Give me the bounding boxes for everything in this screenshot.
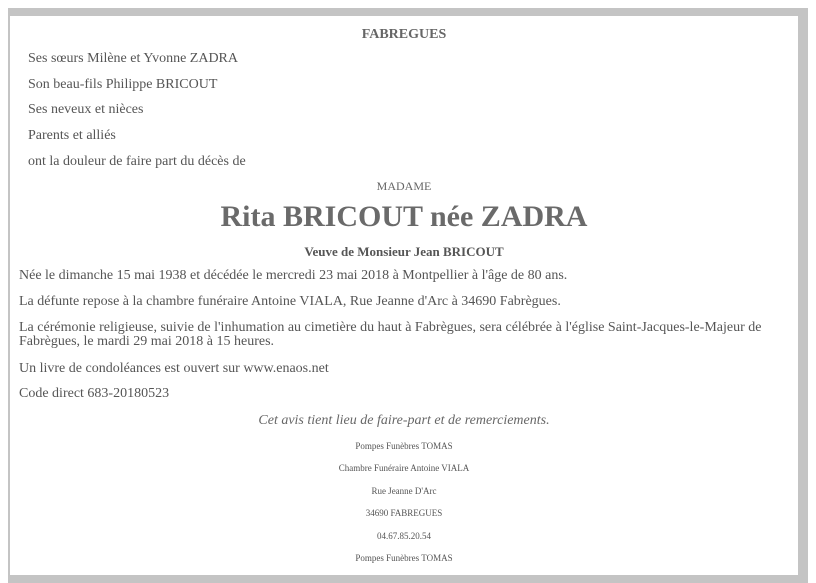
deceased-title: MADAME xyxy=(376,179,432,193)
detail-birth-death: Née le dimanche 15 mai 1938 et décédée le mercredi 23 mai 2018 à Montpellier à l'âge de 80 ans. xyxy=(19,268,568,283)
deceased-subtitle: Veuve de Monsieur Jean BRICOUT xyxy=(304,244,504,259)
funeral-home-line: 34690 FABREGUES xyxy=(365,508,443,518)
family-line: Ses sœurs Milène et Yvonne ZADRA xyxy=(28,51,238,66)
notice-town-header: FABREGUES xyxy=(361,27,447,42)
closing-note: Cet avis tient lieu de faire-part et de remerciements. xyxy=(258,413,550,428)
deceased-name: Rita BRICOUT née ZADRA xyxy=(220,200,588,233)
funeral-home-line: Pompes Funèbres TOMAS xyxy=(355,553,453,563)
funeral-home-line: Chambre Funéraire Antoine VIALA xyxy=(338,463,470,473)
family-line: Son beau-fils Philippe BRICOUT xyxy=(28,77,218,92)
funeral-home-line: Pompes Funèbres TOMAS xyxy=(355,441,453,451)
funeral-home-line: 04.67.85.20.54 xyxy=(377,531,431,541)
notice-page xyxy=(10,16,798,575)
funeral-home-line: Rue Jeanne D'Arc xyxy=(371,486,437,496)
family-line: Ses neveux et nièces xyxy=(28,102,144,117)
detail-condolences: Un livre de condoléances est ouvert sur www.enaos.net xyxy=(19,361,329,376)
family-line: Parents et alliés xyxy=(28,128,116,143)
detail-code: Code direct 683-20180523 xyxy=(19,386,170,401)
family-line: ont la douleur de faire part du décès de xyxy=(28,154,246,169)
detail-ceremony: La cérémonie religieuse, suivie de l'inhumation au cimetière du haut à Fabrègues, sera célébrée à l'église Saint-Jacques-le-Majeur de Fabrègues, le mardi 29 mai 2018 à 15 heures. xyxy=(19,320,762,349)
detail-rest-place: La défunte repose à la chambre funéraire Antoine VIALA, Rue Jeanne d'Arc à 34690 Fabrègues. xyxy=(19,294,561,309)
